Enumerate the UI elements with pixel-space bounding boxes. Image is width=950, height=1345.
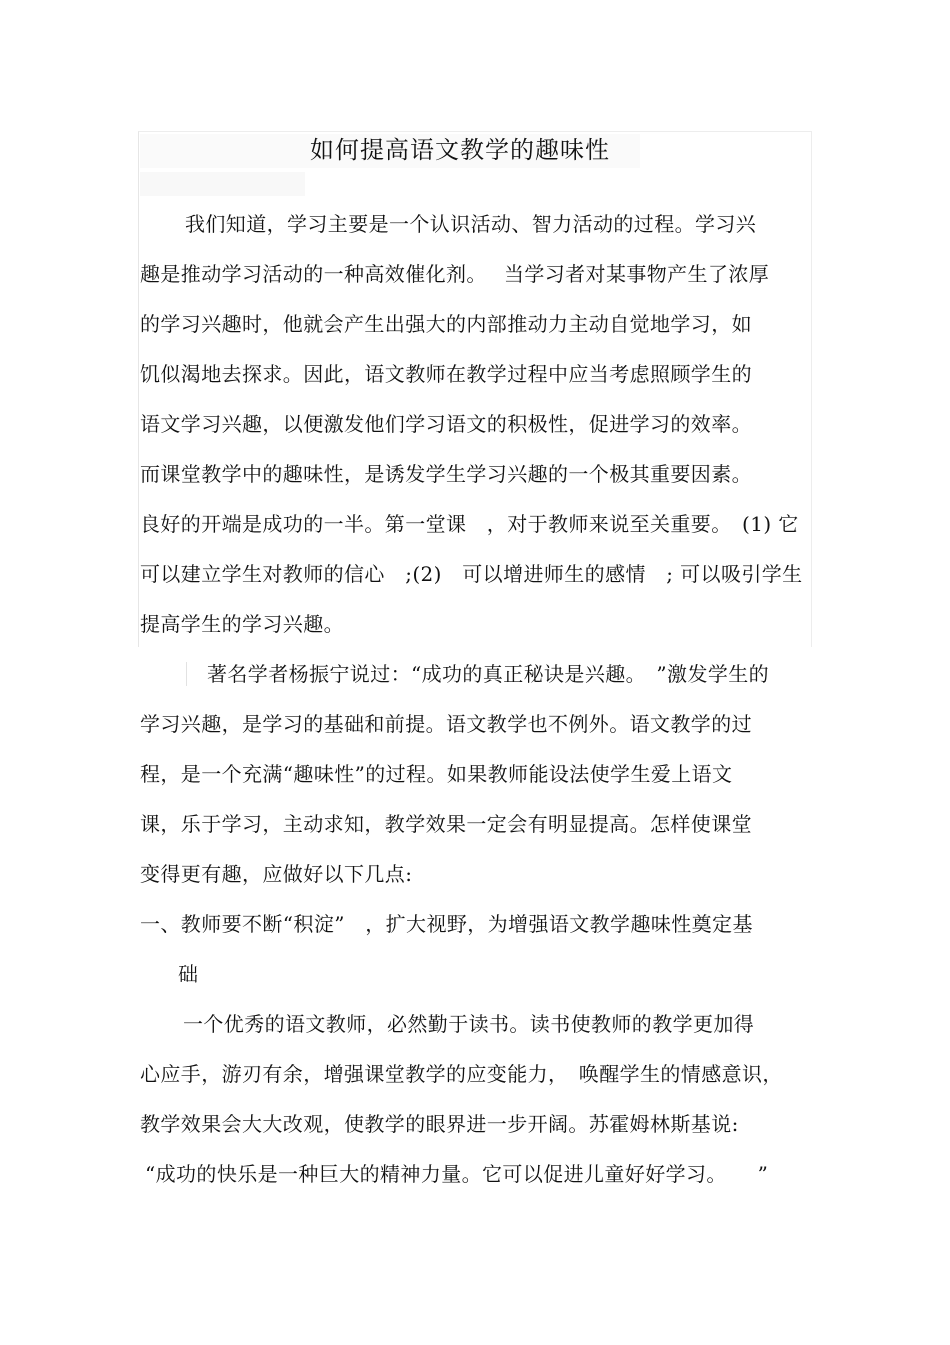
paragraph-line: 语文学习兴趣，以便激发他们学习语文的积极性，促进学习的效率。 <box>140 412 752 436</box>
paragraph-line: 变得更有趣，应做好以下几点: <box>140 862 413 886</box>
section-heading: 一、教师要不断“积淀” ，扩大视野，为增强语文教学趣味性奠定基 <box>140 912 753 936</box>
paragraph-line: 饥似渴地去探求。因此，语文教师在教学过程中应当考虑照顾学生的 <box>140 362 752 386</box>
paragraph-line: 程，是一个充满“趣味性”的过程。如果教师能设法使学生爱上语文 <box>140 762 733 786</box>
paragraph-line: 著名学者杨振宁说过：“成功的真正秘诀是兴趣。 ”激发学生的 <box>207 662 770 686</box>
quote-line: “成功的快乐是一种巨大的精神力量。它可以促进儿童好好学习。 ” <box>145 1162 769 1186</box>
paragraph-line: 一个优秀的语文教师，必然勤于读书。读书使教师的教学更加得 <box>183 1012 755 1036</box>
paragraph-line: 课，乐于学习，主动求知，教学效果一定会有明显提高。怎样使课堂 <box>140 812 752 836</box>
margin-marker <box>186 662 187 686</box>
paragraph-line: 教学效果会大大改观，使教学的眼界进一步开阔。苏霍姆林斯基说: <box>140 1112 739 1136</box>
paragraph-line: 提高学生的学习兴趣。 <box>140 612 344 636</box>
subtitle-shade <box>140 172 305 196</box>
paragraph-line: 的学习兴趣时，他就会产生出强大的内部推动力主动自觉地学习，如 <box>140 312 752 336</box>
paragraph-line: 心应手，游刃有余，增强课堂教学的应变能力， 唤醒学生的情感意识， <box>140 1062 783 1086</box>
section-heading-continued: 础 <box>178 962 199 986</box>
document-title: 如何提高语文教学的趣味性 <box>310 136 610 164</box>
paragraph-line: 我们知道，学习主要是一个认识活动、智力活动的过程。学习兴 <box>185 212 757 236</box>
paragraph-line: 良好的开端是成功的一半。第一堂课 ，对于教师来说至关重要。 (1) 它 <box>140 512 799 536</box>
paragraph-line: 而课堂教学中的趣味性，是诱发学生学习兴趣的一个极其重要因素。 <box>140 462 752 486</box>
paragraph-line: 趣是推动学习活动的一种高效催化剂。 当学习者对某事物产生了浓厚 <box>140 262 770 286</box>
paragraph-line: 可以建立学生对教师的信心 ;(2) 可以增进师生的感情 ; 可以吸引学生 <box>140 562 803 586</box>
paragraph-line: 学习兴趣，是学习的基础和前提。语文教学也不例外。语文教学的过 <box>140 712 752 736</box>
